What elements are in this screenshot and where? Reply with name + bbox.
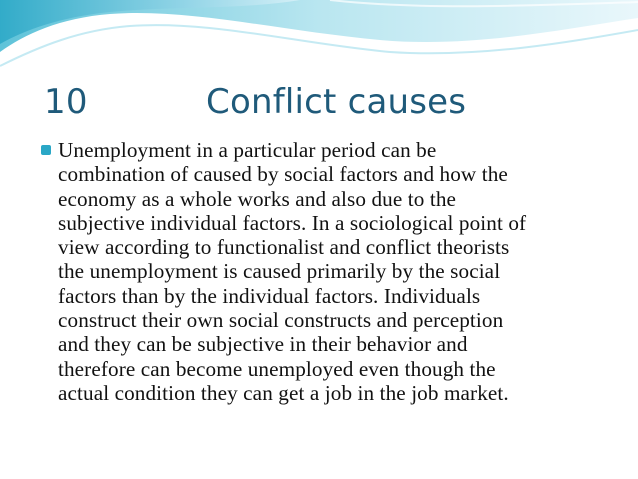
bullet-text-line: construct their own social constructs and perception [58, 308, 504, 333]
bullet-text-line: therefore can become unemployed even though the [58, 356, 496, 381]
teal-bullet-icon [40, 144, 52, 156]
bullet-text-line: the unemployment is caused primarily by the social [58, 259, 501, 284]
bullet-text-line: subjective individual factors. In a sociological point of [58, 210, 527, 235]
bullet-text-line: Unemployment in a particular period can be [58, 138, 437, 162]
bullet-text [58, 138, 600, 405]
slide-title-text: Conflict causes [206, 82, 467, 122]
bullet-text-line: view according to functionalist and conflict theorists [58, 235, 510, 260]
bullet-text-line: factors than by the individual factors. Individuals [58, 283, 481, 308]
bullet-item [40, 138, 600, 405]
bullet-text-line: economy as a whole works and also due to the [58, 186, 457, 211]
decorative-wave-header [0, 0, 638, 80]
bullet-text-line: combination of caused by social factors and how the [58, 162, 508, 187]
slide-title-number: 10 [44, 82, 88, 122]
slide-title [44, 82, 466, 122]
bullet-text-line: and they can be subjective in their behavior and [58, 332, 468, 357]
bullet-text-line: actual condition they can get a job in the job market. [58, 380, 509, 405]
